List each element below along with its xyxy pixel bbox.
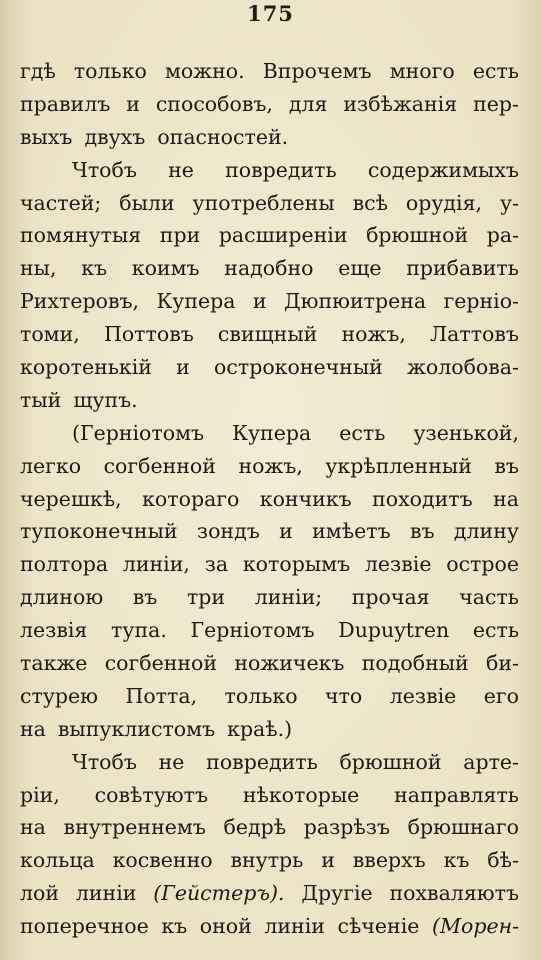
text-line-24: на внутреннемъ бедрѣ разрѣзъ брюшнаго: [20, 815, 519, 840]
text-line-23: ріи, совѣтуютъ нѣкоторые направлять: [20, 782, 519, 807]
text-line-26: лой линіи (Гейстеръ). Другіе похваляютъ: [20, 881, 519, 906]
text-line-25: кольца косвенно внутрь и вверхъ къ бѣ-: [20, 848, 519, 873]
text-line-5: частей; были употреблены всѣ орудія, у-: [20, 190, 519, 215]
text-line-17: длиною въ три линіи; прочая часть: [20, 585, 519, 610]
text-line-6: помянутыя при расширеніи брюшной ра-: [20, 223, 519, 248]
text-line-4: Чтобъ не повредить содержимыхъ: [72, 157, 519, 182]
text-line-11: тый щупъ.: [20, 387, 138, 412]
text-line-21: на выпуклистомъ краѣ.): [20, 716, 293, 741]
text-line-22: Чтобъ не повредить брюшной арте-: [72, 749, 519, 774]
text-line-19: также согбенной ножичекъ подобный би-: [20, 651, 519, 676]
text-line-18: лезвія тупа. Герніотомъ Dupuytren есть: [20, 618, 519, 643]
text-line-14: черешкѣ, котораго кончикъ походитъ на: [20, 486, 519, 511]
text-line-16: полтора линіи, за которымъ лезвіе острое: [20, 552, 519, 577]
text-line-7: ны, къ коимъ надобно еще прибавить: [20, 256, 519, 281]
text-line-20: стурею Потта, только что лезвіе его: [20, 683, 519, 708]
text-line-2: правилъ и способовъ, для избѣжанія пер-: [20, 91, 519, 116]
text-line-10: коротенькій и остроконечный жолобова-: [20, 355, 519, 380]
text-line-15: тупоконечный зондъ и имѣетъ въ длину: [20, 519, 519, 544]
body-text: [20, 55, 519, 943]
text-line-1: гдѣ только можно. Впрочемъ много есть: [20, 59, 519, 83]
text-line-9: томи, Поттовъ свищный ножъ, Латтовъ: [20, 322, 519, 347]
text-line-3: выхъ двухъ опасностей.: [20, 124, 289, 149]
page-number: 175: [247, 1, 294, 26]
text-line-8: Рихтеровъ, Купера и Дюпюитрена герніо-: [20, 289, 519, 314]
text-line-27: поперечное къ оной линіи сѣченіе (Морен-: [20, 914, 519, 939]
text-line-12: (Герніотомъ Купера есть узенькой,: [72, 420, 519, 445]
text-line-13: легко согбенной ножъ, укрѣпленный въ: [20, 453, 519, 478]
